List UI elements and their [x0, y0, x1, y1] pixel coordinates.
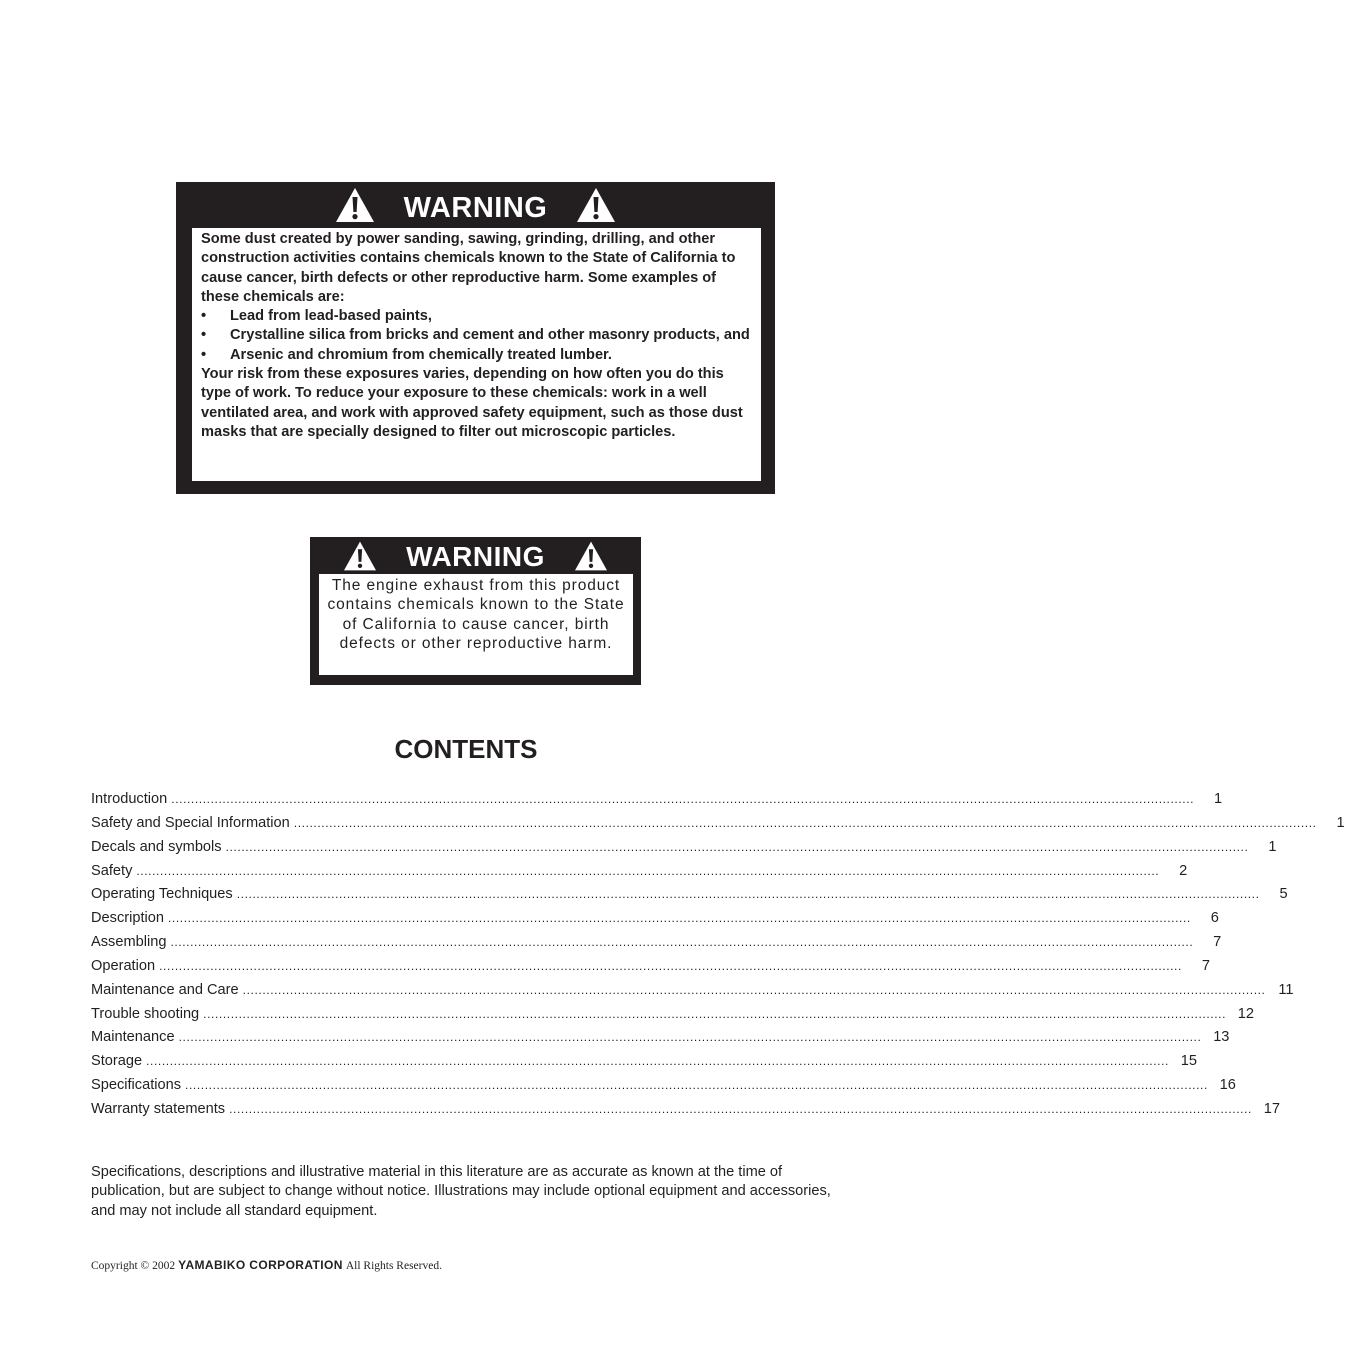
toc-entry-page: 16	[1219, 1077, 1236, 1094]
toc-entry-label: Safety and Special Information	[91, 814, 290, 831]
bullet-text: Lead from lead-based paints,	[230, 308, 432, 325]
toc-leader-dots: ....................................................................................................................................................................................................................................................................	[242, 982, 1266, 997]
toc-leader-dots: ....................................................................................................................................................................................................................................................................	[225, 839, 1249, 854]
toc-entry-label: Specifications	[91, 1077, 182, 1094]
warning-triangle-icon	[342, 540, 378, 572]
toc-entry	[91, 934, 1222, 958]
toc-entry-label: Maintenance and Care	[91, 981, 239, 998]
toc-leader-dots: ....................................................................................................................................................................................................................................................................	[229, 1101, 1252, 1116]
dust-warning-intro: Some dust created by power sanding, sawing, grinding, drilling, and other construction activities contains chemicals known to the State of California to cause cancer, birth defects or other reproductive harm. Some examples of these chemicals are:	[201, 231, 736, 305]
toc-entry-page: 12	[1237, 1005, 1255, 1022]
toc-entry	[91, 910, 1219, 934]
toc-entry-page: 6	[1210, 910, 1219, 927]
toc-entry-page: 7	[1213, 934, 1222, 951]
exhaust-warning-header	[310, 537, 641, 574]
dust-warning-box	[176, 182, 775, 494]
toc-leader-dots: ....................................................................................................................................................................................................................................................................	[159, 958, 1182, 973]
toc-leader-dots: ....................................................................................................................................................................................................................................................................	[170, 935, 1194, 950]
dust-warning-bullet	[201, 307, 753, 326]
contents-heading: CONTENTS	[394, 734, 538, 764]
toc-entry-page: 2	[1179, 862, 1188, 879]
toc-entry	[91, 1100, 1280, 1125]
toc-entry-page: 13	[1213, 1029, 1230, 1046]
company-name: YAMABIKO CORPORATION	[178, 1258, 343, 1272]
warning-triangle-icon	[334, 186, 376, 224]
toc-entry-label: Storage	[91, 1053, 143, 1070]
toc-leader-dots: ....................................................................................................................................................................................................................................................................	[203, 1006, 1227, 1021]
toc-entry-label: Warranty statements	[91, 1100, 226, 1117]
toc-entry-label: Maintenance	[91, 1029, 175, 1046]
exhaust-warning-title: WARNING	[406, 540, 545, 572]
toc-entry	[91, 957, 1210, 982]
bullet-marker: •	[201, 346, 207, 363]
toc-leader-dots: ....................................................................................................................................................................................................................................................................	[171, 792, 1195, 806]
warning-triangle-icon	[575, 186, 617, 224]
toc-entry	[91, 1053, 1197, 1077]
toc-entry	[91, 838, 1277, 863]
dust-warning-text-panel	[192, 228, 761, 481]
toc-entry-label: Description	[91, 910, 164, 927]
toc-entry	[91, 1029, 1230, 1053]
toc-leader-dots: ....................................................................................................................................................................................................................................................................	[178, 1030, 1202, 1045]
toc-entry-label: Introduction	[91, 791, 168, 807]
dust-warning-header	[176, 182, 775, 228]
toc-entry	[91, 791, 1223, 815]
table-of-contents	[91, 791, 1345, 1125]
bullet-marker: •	[201, 308, 207, 325]
toc-leader-dots: ....................................................................................................................................................................................................................................................................	[168, 911, 1191, 926]
toc-leader-dots: ....................................................................................................................................................................................................................................................................	[185, 1078, 1208, 1093]
toc-entry	[91, 981, 1294, 1006]
toc-entry-label: Operation	[91, 957, 156, 974]
toc-entry-page: 1	[1213, 791, 1223, 807]
toc-entry	[91, 1077, 1236, 1101]
copyright-line	[91, 1258, 442, 1272]
toc-entry	[91, 1005, 1255, 1030]
dust-warning-closing: Your risk from these exposures varies, depending on how often you do this type of work. To reduce your exposure to these chemicals: work in a well ventilated area, and work with approved safety equipment, such as those dust masks that are specially designed to filter out microscopic particles.	[201, 366, 743, 440]
copyright-suffix: All Rights Reserved.	[345, 1260, 442, 1272]
toc-entry-page: 17	[1263, 1100, 1280, 1117]
copyright-prefix: Copyright © 2002	[91, 1260, 176, 1272]
toc-entry-page: 11	[1278, 981, 1294, 998]
disclaimer-text: Specifications, descriptions and illustrative material in this literature are as accurate as known at the time of publication, but are subject to change without notice. Illustrations may include optional equipment and accessories, and may not include all standard equipment.	[91, 1164, 831, 1219]
exhaust-warning-box	[310, 537, 641, 685]
toc-leader-dots: ....................................................................................................................................................................................................................................................................	[293, 815, 1317, 830]
toc-entry-page: 1	[1336, 814, 1345, 831]
toc-leader-dots: ....................................................................................................................................................................................................................................................................	[136, 863, 1160, 878]
toc-entry-page: 5	[1279, 886, 1288, 903]
dust-warning-bullet	[201, 346, 753, 365]
toc-leader-dots: ....................................................................................................................................................................................................................................................................	[236, 887, 1260, 902]
dust-warning-bullet	[201, 326, 753, 345]
toc-entry-page: 15	[1180, 1053, 1197, 1070]
bullet-text: Arsenic and chromium from chemically treated lumber.	[230, 346, 612, 363]
toc-entry-label: Safety	[91, 862, 133, 879]
toc-entry-label: Operating Techniques	[91, 886, 233, 903]
exhaust-warning-text-panel: The engine exhaust from this product contains chemicals known to the State of California to cause cancer, birth defects or other reproductive harm.	[319, 574, 633, 675]
toc-entry-label: Decals and symbols	[91, 838, 222, 855]
toc-entry	[91, 886, 1288, 910]
warning-triangle-icon	[573, 540, 609, 572]
toc-entry	[91, 862, 1188, 887]
bullet-marker: •	[201, 327, 207, 344]
toc-entry	[91, 814, 1345, 839]
dust-warning-title: WARNING	[403, 191, 548, 224]
toc-leader-dots: ....................................................................................................................................................................................................................................................................	[146, 1054, 1169, 1069]
bullet-text: Crystalline silica from bricks and cement and other masonry products, and	[230, 327, 750, 344]
toc-entry-label: Assembling	[91, 934, 167, 951]
toc-entry-page: 7	[1201, 957, 1210, 974]
toc-entry-label: Trouble shooting	[91, 1005, 200, 1022]
toc-entry-page: 1	[1268, 838, 1277, 855]
